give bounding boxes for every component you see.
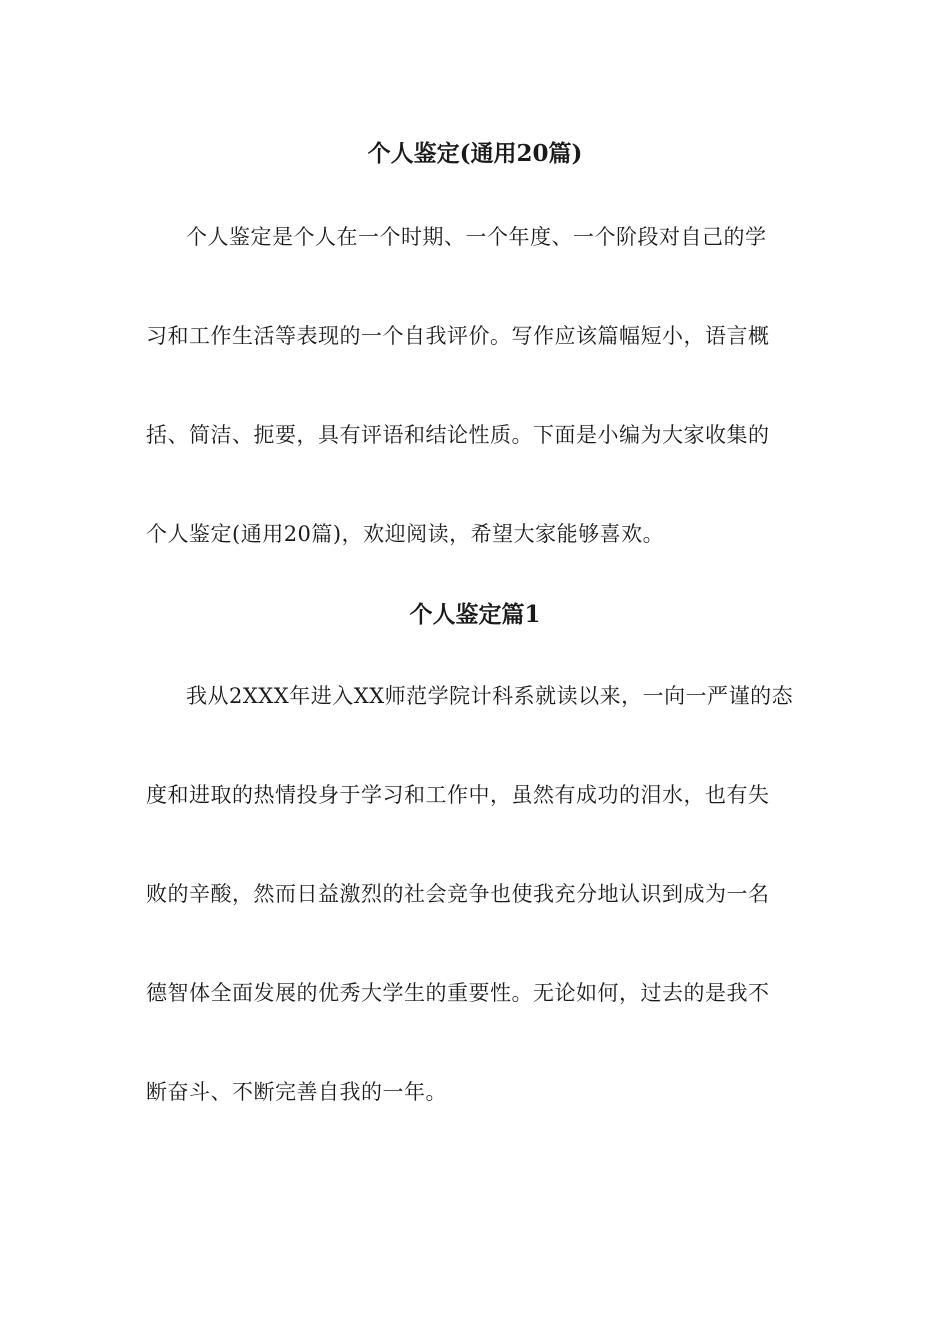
section-1-line-1: 我从2XXX年进入XX师范学院计科系就读以来，一向一严谨的态 — [186, 684, 794, 708]
intro-line-1: 个人鉴定是个人在一个时期、一个年度、一个阶段对自己的学 — [186, 225, 767, 249]
section-1-line-4: 德智体全面发展的优秀大学生的重要性。无论如何，过去的是我不 — [146, 981, 770, 1005]
intro-line-3: 括、简洁、扼要，具有评语和结论性质。下面是小编为大家收集的 — [146, 423, 770, 447]
section-1-line-5: 断奋斗、不断完善自我的一年。 — [146, 1080, 447, 1104]
section-1-line-3: 败的辛酸，然而日益激烈的社会竞争也使我充分地认识到成为一名 — [146, 882, 770, 906]
section-1-heading: 个人鉴定篇1 — [409, 601, 541, 628]
intro-line-4: 个人鉴定(通用20篇)，欢迎阅读，希望大家能够喜欢。 — [146, 522, 665, 546]
section-1-line-2: 度和进取的热情投身于学习和工作中，虽然有成功的泪水，也有失 — [146, 783, 770, 807]
document-title: 个人鉴定(通用20篇) — [367, 140, 583, 167]
intro-line-2: 习和工作生活等表现的一个自我评价。写作应该篇幅短小，语言概 — [146, 324, 770, 348]
